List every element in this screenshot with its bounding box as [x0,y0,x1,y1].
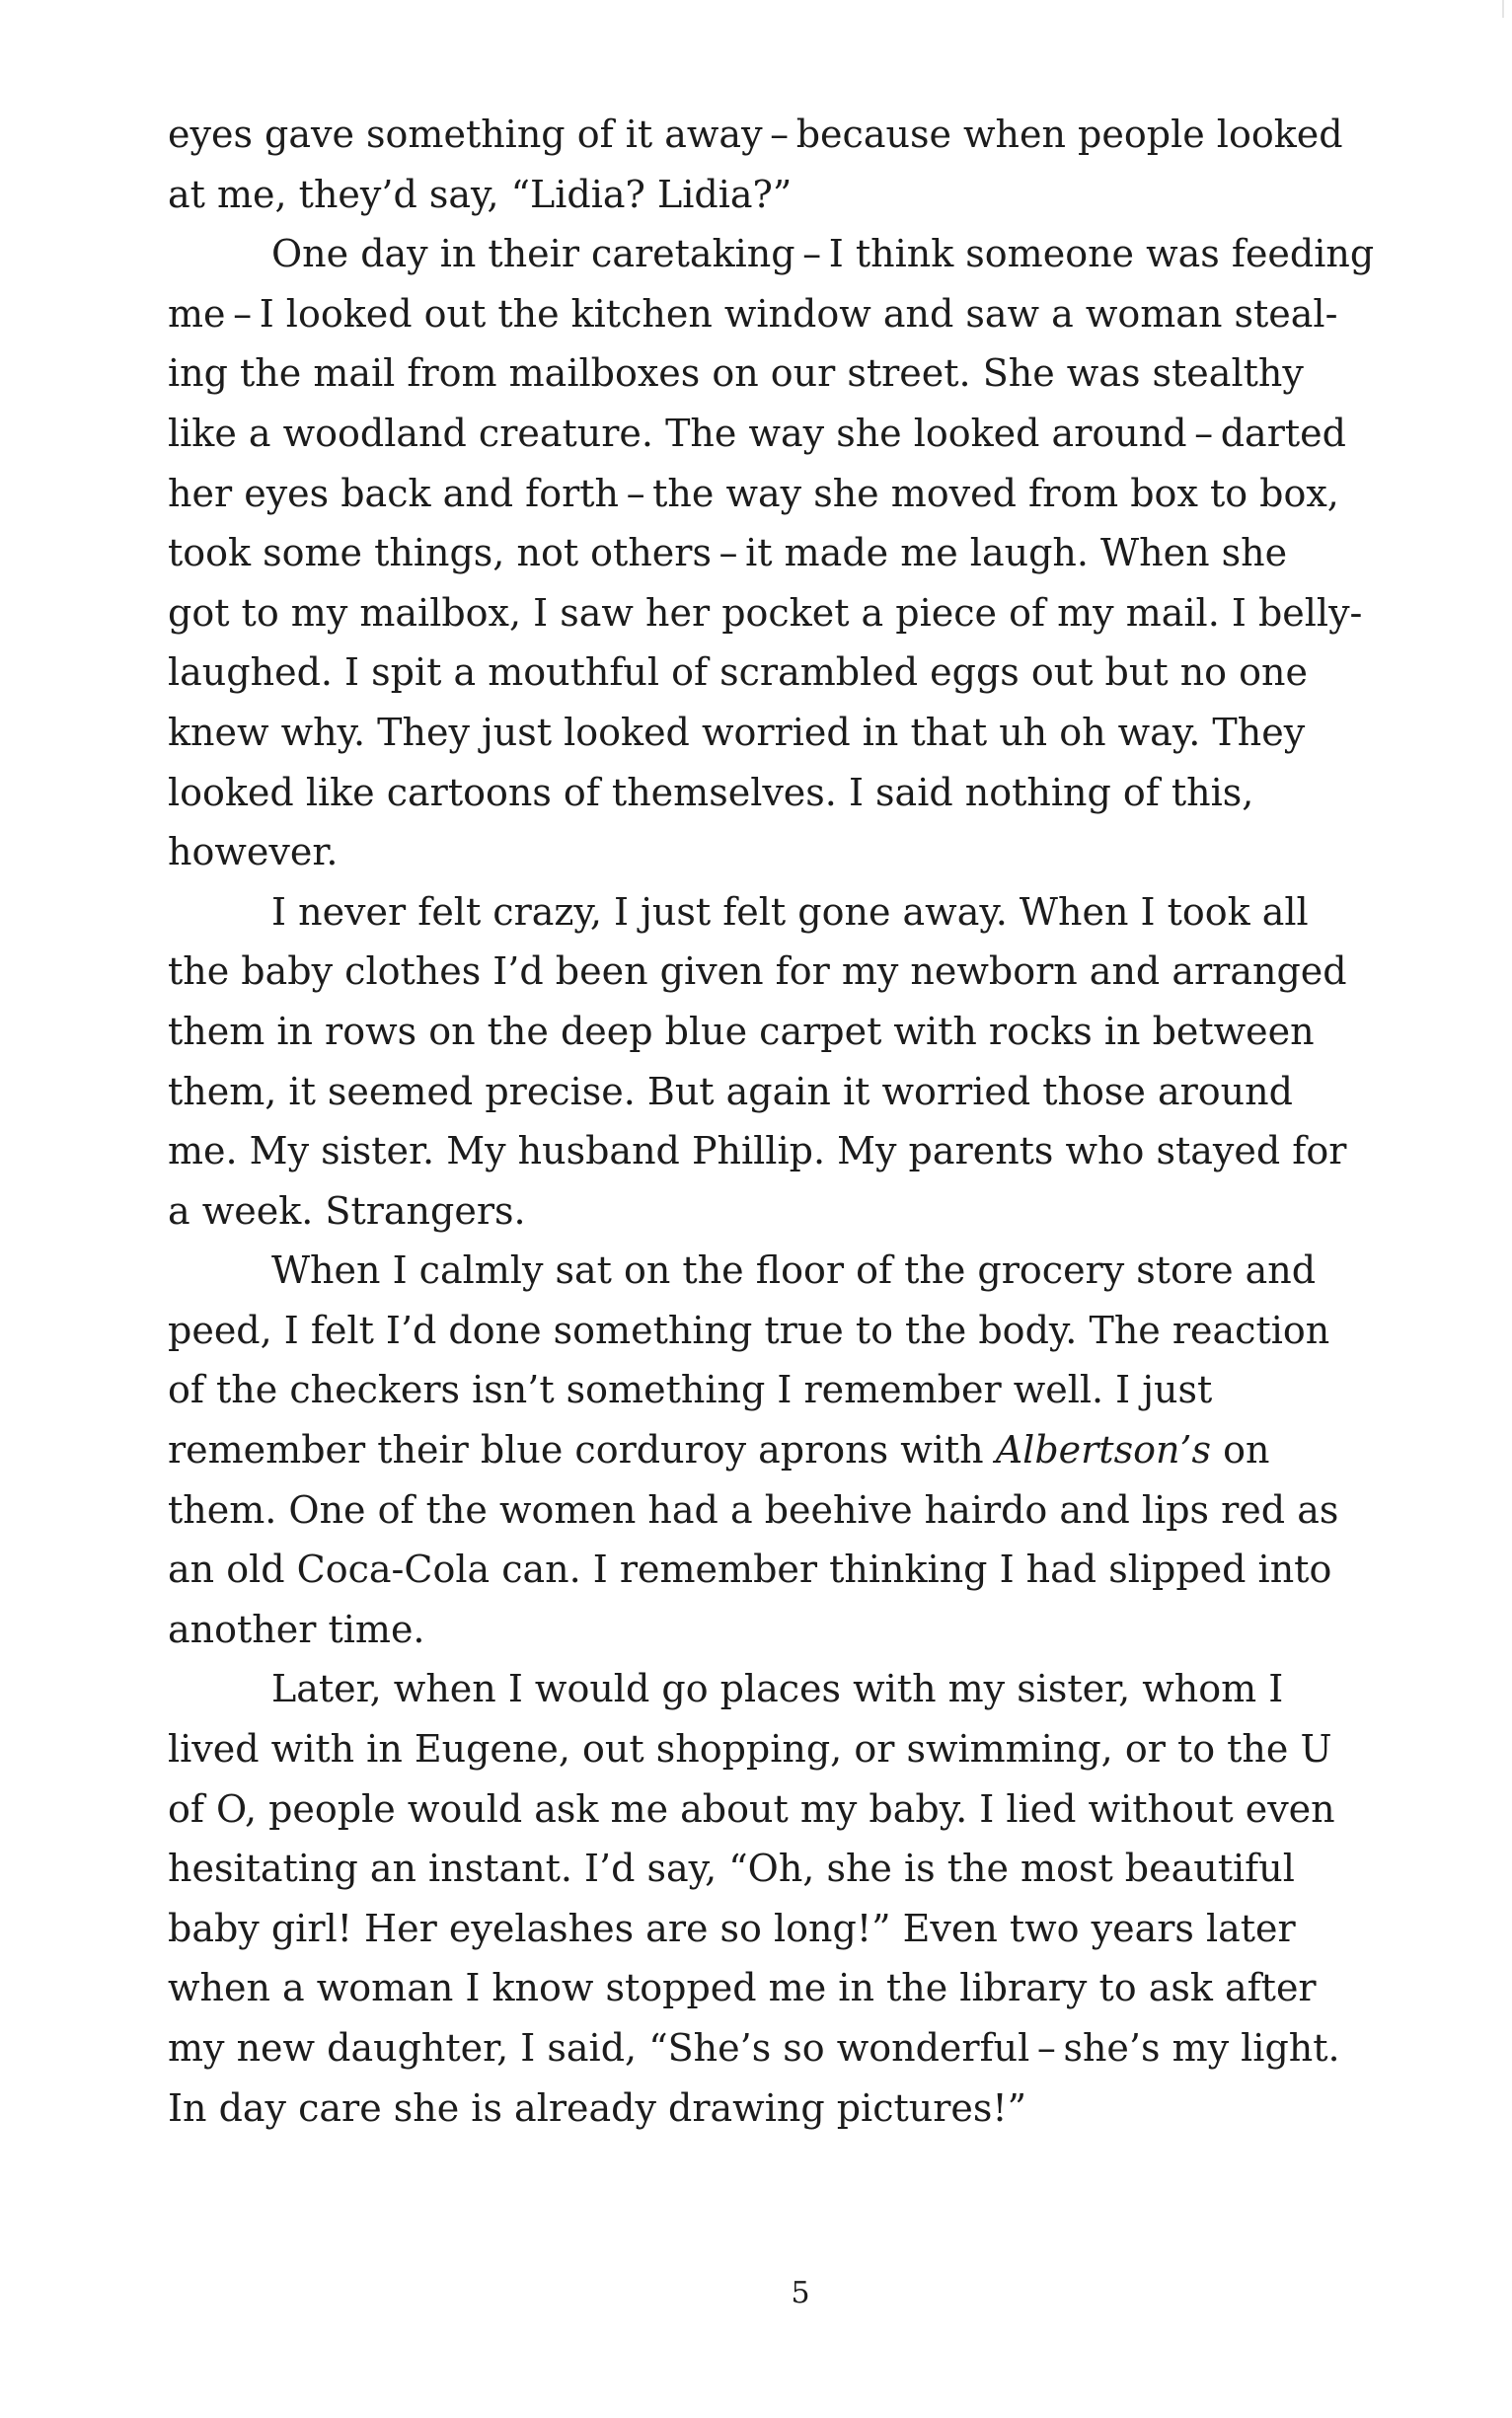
text-line: them, it seemed precise. But again it worried those around [168,1069,1293,1113]
text-line: me. My sister. My husband Phillip. My parents who stayed for [168,1129,1347,1173]
text-line: when a woman I know stopped me in the library to ask after [168,1966,1317,2010]
text-segment: remember their blue corduroy aprons with [168,1428,996,1473]
paragraph-grocery-store [168,1241,1362,1659]
text-line: an old Coca-Cola can. I remember thinking I had slipped into [168,1548,1332,1592]
body-text [168,105,1375,2138]
text-line: got to my mailbox, I saw her pocket a piece of my mail. I belly- [168,590,1363,635]
paragraph-baby-clothes [168,882,1362,1242]
text-line: them. One of the women had a beehive hairdo and lips red as [168,1487,1339,1532]
text-line: One day in their caretaking – I think someone was feeding [271,232,1375,276]
text-line: my new daughter, I said, “She’s so wonderful – she’s my light. [168,2026,1340,2070]
text-line: a week. Strangers. [168,1188,526,1233]
text-line: me – I looked out the kitchen window and saw a woman steal- [168,291,1338,336]
text-line: peed, I felt I’d done something true to the body. The reaction [168,1308,1330,1352]
text-line: of O, people would ask me about my baby. I lied without even [168,1786,1335,1831]
text-line: her eyes back and forth – the way she moved from box to box, [168,471,1339,515]
text-line: baby girl! Her eyelashes are so long!” Even two years later [168,1906,1296,1950]
text-line: In day care she is already drawing pictures!” [168,2085,1027,2130]
text-line: ing the mail from mailboxes on our street. She was stealthy [168,351,1304,396]
text-line: I never felt crazy, I just felt gone away. When I took all [271,889,1309,934]
text-line: laughed. I spit a mouthful of scrambled eggs out but no one [168,650,1308,695]
text-line: of the checkers isn’t something I remember well. I just [168,1368,1213,1412]
scan-edge-mark [1502,0,1504,18]
paragraph-baby-lie [168,1659,1362,2138]
italic-store-name: Albertson’s [995,1428,1211,1473]
text-line: however. [168,830,339,874]
text-line: Later, when I would go places with my sister, whom I [271,1667,1284,1711]
text-line-with-italic [168,1420,1362,1480]
text-line: hesitating an instant. I’d say, “Oh, she is the most beautiful [168,1847,1295,1891]
text-segment: on [1211,1428,1270,1473]
text-line: knew why. They just looked worried in that uh oh way. They [168,710,1306,754]
text-line: lived with in Eugene, out shopping, or swimming, or to the U [168,1727,1332,1772]
paragraph-mail-thief [168,224,1375,882]
text-line: took some things, not others – it made me laugh. When she [168,531,1288,575]
text-line: at me, they’d say, “Lidia? Lidia?” [168,172,793,216]
paragraph-continuation [168,105,1362,224]
text-line: like a woodland creature. The way she looked around – darted [168,411,1346,455]
page-number: 5 [791,2276,810,2310]
text-line: looked like cartoons of themselves. I said nothing of this, [168,770,1254,814]
text-line: When I calmly sat on the floor of the grocery store and [271,1248,1317,1293]
text-line: eyes gave something of it away – because when people looked [168,113,1343,156]
text-line: another time. [168,1607,425,1651]
text-line: the baby clothes I’d been given for my newborn and arranged [168,949,1347,994]
text-line: them in rows on the deep blue carpet with rocks in between [168,1009,1315,1053]
